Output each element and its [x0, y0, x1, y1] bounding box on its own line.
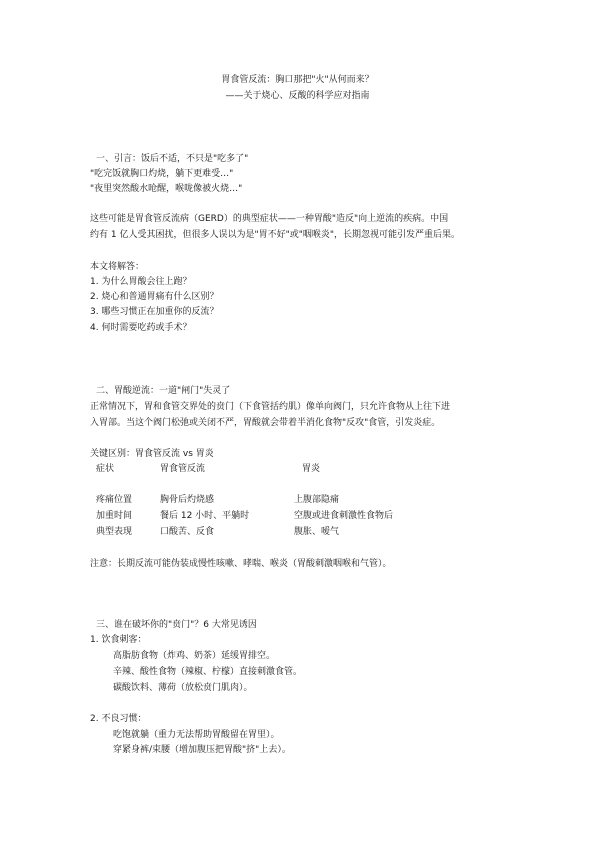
table-cell: 上腹部隐痛: [294, 495, 340, 505]
list-item: 2. 烧心和普通胃痛有什么区别？: [90, 292, 219, 302]
table-cell: 疼痛位置: [96, 495, 133, 505]
list-item: 高脂肪食物（炸鸡、奶茶）延缓胃排空。: [113, 651, 276, 661]
group-title: 1. 饮食刺客：: [90, 635, 147, 645]
table-title: 关键区别：胃食管反流 vs 胃炎: [90, 449, 214, 459]
quote-line: "夜里突然酸水呛醒，喉咙像被火烧…": [90, 184, 243, 194]
document-title: 胃食管反流：胸口那把"火"从何而来？: [221, 75, 374, 85]
list-item: 吃饱就躺（重力无法帮助胃酸留在胃里）。: [113, 730, 280, 740]
section-1-heading: 一、引言：饭后不适，不只是"吃多了": [96, 154, 249, 164]
list-item: 1. 为什么胃酸会往上跑？: [90, 277, 192, 287]
quote-line: "吃完饭就胸口灼烧，躺下更难受…": [90, 169, 234, 179]
table-header-cell: 胃食管反流: [160, 464, 206, 474]
list-item: 穿紧身裤/束腰（增加腹压把胃酸"挤"上去）。: [113, 745, 291, 755]
group-title: 2. 不良习惯：: [90, 714, 147, 724]
table-header-cell: 症状: [96, 464, 115, 474]
table-cell: 口酸苦、反食: [160, 527, 215, 537]
list-item: 辛辣、酸性食物（辣椒、柠檬）直接刺激食管。: [113, 667, 303, 677]
list-item: 3. 哪些习惯正在加重你的反流？: [90, 307, 219, 317]
paragraph-line: 约有 1 亿人受其困扰，但很多人误以为是"胃不好"或"咽喉炎"，长期忽视可能引发严重后果。: [90, 230, 461, 240]
paragraph-line: 这些可能是胃食管反流病（GERD）的典型症状——一种胃酸"造反"向上逆流的疾病。中国: [90, 214, 449, 224]
document-subtitle: ——关于烧心、反酸的科学应对指南: [225, 91, 370, 101]
answers-intro: 本文将解答：: [90, 262, 145, 272]
table-cell: 空腹或进食刺激性食物后: [294, 511, 394, 521]
table-cell: 加重时间: [96, 511, 133, 521]
list-item: 碳酸饮料、薄荷（放松贲门肌肉）。: [113, 683, 253, 693]
table-cell: 腹胀、嗳气: [294, 527, 340, 537]
list-item: 4. 何时需要吃药或手术？: [90, 323, 192, 333]
paragraph-line: 正常情况下，胃和食管交界处的贲门（下食管括约肌）像单向阀门，只允许食物从上往下进: [90, 402, 451, 412]
note-line: 注意：长期反流可能伪装成慢性咳嗽、哮喘、喉炎（胃酸刺激咽喉和气管）。: [90, 559, 392, 569]
paragraph-line: 入胃部。当这个阀门松弛或关闭不严，胃酸就会带着半消化食物"反攻"食管，引发炎症。: [90, 418, 441, 428]
section-2-heading: 二、胃酸逆流：一道"闸门"失灵了: [96, 386, 231, 396]
table-cell: 餐后 12 小时、平躺时: [160, 511, 250, 521]
table-cell: 胸骨后灼烧感: [160, 495, 215, 505]
section-3-heading: 三、谁在破坏你的"贲门"？6 大常见诱因: [96, 620, 257, 630]
table-header-cell: 胃炎: [302, 464, 321, 474]
table-cell: 典型表现: [96, 527, 133, 537]
